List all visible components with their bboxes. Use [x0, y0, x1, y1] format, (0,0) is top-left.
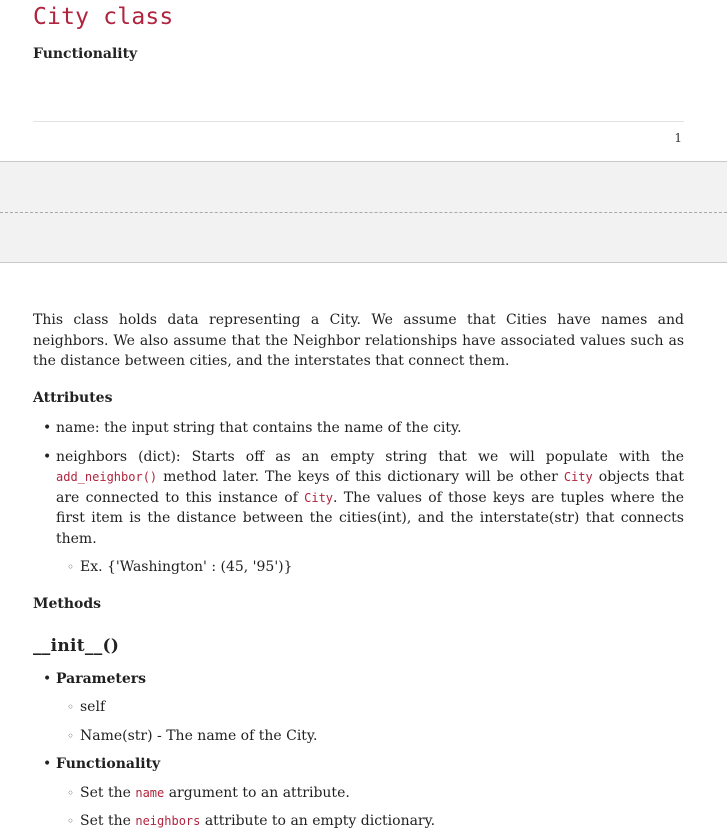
parameter-item: ◦ Name(str) - The name of the City. — [80, 726, 684, 747]
functionality-list — [56, 783, 684, 832]
functionality-step — [80, 783, 684, 804]
step-text: Set the — [80, 813, 136, 829]
parameters-label: Parameters — [56, 670, 147, 687]
parameters-list — [56, 697, 684, 746]
neighbors-example-list — [56, 557, 684, 578]
previous-page-subheading: Functionality — [33, 46, 138, 62]
page-break-dashed-line — [0, 212, 727, 213]
functionality-step — [80, 811, 684, 832]
page-footer-divider — [33, 121, 684, 122]
step-text: argument to an attribute. — [164, 784, 350, 801]
page-break — [0, 161, 727, 263]
attributes-heading: Attributes — [33, 389, 113, 406]
neighbors-text-3: objects that are connected to this instance of — [56, 469, 685, 506]
name-code: name — [135, 785, 165, 800]
neighbors-code: neighbors — [135, 814, 201, 828]
add-neighbor-code: add_neighbor() — [56, 470, 158, 484]
functionality-label: Functionality — [56, 756, 161, 772]
attribute-neighbors-item — [56, 447, 684, 578]
neighbors-text-1: neighbors (dict): Starts off as an empty string that we will populate with the — [56, 448, 684, 465]
page-number: 1 — [674, 131, 682, 145]
methods-heading: Methods — [33, 595, 102, 612]
document-body — [33, 310, 684, 836]
step-text: attribute to an empty dictionary. — [200, 813, 436, 829]
attributes-list — [33, 418, 684, 578]
functionality-item — [56, 754, 684, 832]
city-code: City — [563, 470, 593, 484]
neighbors-text-4: . The values of those keys are tuples where the first item is the distance between the cities(int), and the interstate(str) that connects them. — [56, 489, 685, 547]
city-code: City — [304, 490, 334, 505]
neighbors-example: ◦ Ex. {'Washington' : (45, '95')} — [80, 557, 684, 578]
parameters-item — [56, 669, 684, 747]
intro-paragraph: This class holds data representing a City. We assume that Cities have names and neighbors. We also assume that the Neighbor relationships have associated values such as the distance between cities, and the interstates that connect them. — [33, 312, 684, 369]
neighbors-text-2: method later. The keys of this dictionary will be other — [157, 469, 564, 485]
init-details-list — [33, 669, 684, 832]
attribute-name-item: • name: the input string that contains the name of the city. — [56, 418, 684, 439]
parameter-item: ◦ self — [80, 697, 684, 718]
init-method-heading: __init__() — [33, 636, 120, 656]
step-text: Set the — [80, 784, 136, 801]
previous-page — [0, 0, 727, 161]
previous-page-title: City class — [33, 4, 174, 30]
